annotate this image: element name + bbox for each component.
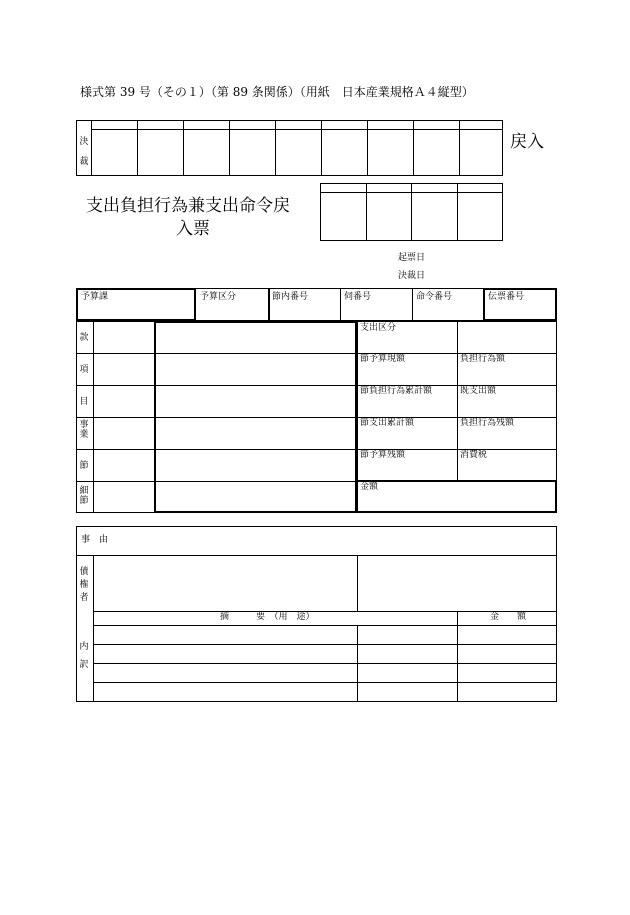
budget-entry-box — [154, 321, 357, 513]
payment-category-label: 支出区分 — [360, 323, 397, 333]
row-label-jigyou: 事業 — [79, 420, 89, 440]
row-label-moku: 目 — [79, 397, 89, 407]
amount-header: 金 額 — [490, 612, 527, 622]
amount-label: 金額 — [360, 482, 379, 492]
stamp-grid — [320, 183, 503, 241]
order-number-label: 命令番号 — [416, 292, 453, 302]
section-budget-current-label: 節予算現額 — [360, 354, 406, 364]
burden-amount-label: 負担行為額 — [460, 354, 506, 364]
budget-section-box — [76, 288, 196, 321]
row-label-kou: 項 — [79, 365, 89, 375]
row-label-kan: 款 — [79, 333, 89, 343]
consumption-tax-label: 消費税 — [460, 450, 488, 460]
slip-number-label: 伝票番号 — [488, 292, 525, 302]
inquiry-number-label: 伺番号 — [344, 292, 372, 302]
reason-label: 事 由 — [81, 535, 109, 545]
section-burden-cumulative-label: 節負担行為累計額 — [360, 386, 433, 396]
row-label-saisetsu: 細節 — [79, 486, 89, 506]
reason-box — [76, 526, 557, 702]
item-number-label: 節内番号 — [272, 292, 309, 302]
form-title-line1: 支出負担行為兼支出命令戻 — [86, 196, 290, 216]
form-title-line2: 入票 — [176, 219, 210, 239]
form-number-title: 様式第 39 号（その１）（第 89 条関係）（用紙 日本産業規格Ａ４縦型） — [80, 85, 474, 99]
creditor-label: 債権者 — [79, 567, 89, 603]
row-label-setsu: 節 — [79, 461, 89, 471]
burden-remaining-label: 負担行為残額 — [460, 418, 515, 428]
modoshiire-label: 戻入 — [510, 132, 544, 152]
section-payment-cumulative-label: 節支出累計額 — [360, 418, 415, 428]
decision-date-label: 決裁日 — [398, 271, 426, 281]
already-paid-label: 既支出額 — [460, 386, 497, 396]
budget-section-label: 予算課 — [81, 292, 109, 302]
approval-grid — [76, 120, 503, 176]
draft-date-label: 起票日 — [398, 253, 426, 263]
summary-header: 摘 要 （用 途） — [220, 612, 315, 622]
section-budget-remaining-label: 節予算残額 — [360, 450, 406, 460]
total-amount-box — [355, 480, 557, 513]
budget-category-label: 予算区分 — [200, 292, 237, 302]
breakdown-label: 内訳 — [79, 642, 89, 670]
approval-label: 決裁 — [79, 137, 89, 167]
